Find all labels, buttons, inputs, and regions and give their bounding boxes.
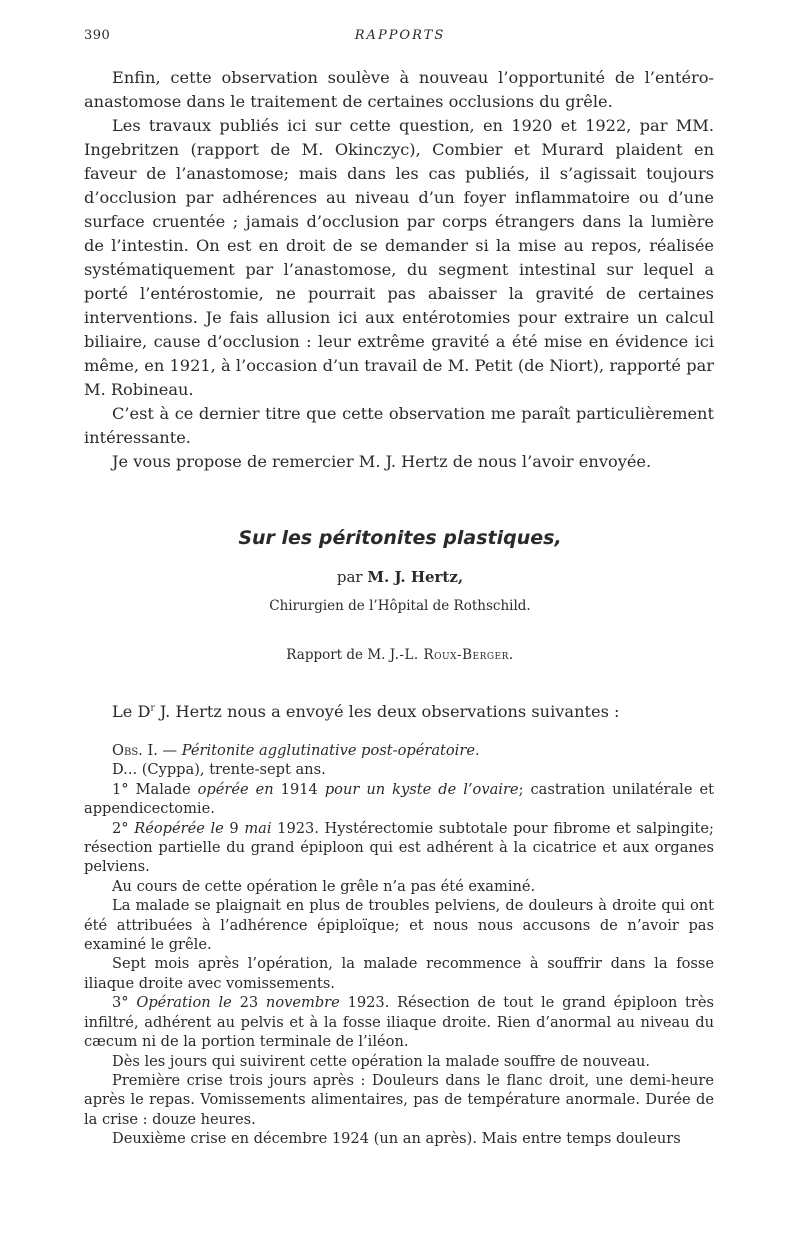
item-text-italic: pour un kyste de l’ovaire [324,780,519,798]
report-line [84,647,716,663]
reporter-name: J.-L. Roux-Berger. [389,647,514,663]
item-year: 1914 [273,780,325,798]
observation-label: Obs. I. [112,742,158,759]
observation-paragraph: Au cours de cette opération le grêle n’a pas été examiné. [112,877,536,895]
item-text: 1923. Résection de tout le grand épiploon très infiltré, adhérent au pelvis et à la fosse iliaque droite. Rien d’anormal au niveau du cæcum ni de la portion terminale de l’iléon. [84,994,714,1051]
observation-block [84,741,714,1149]
observation-item-3 [84,993,714,1051]
observation-dash: — [157,742,182,759]
body-paragraph: C’est à ce dernier titre que cette observation me paraît particulièrement intéressante. [84,404,714,447]
observation-paragraph: La malade se plaignait en plus de troubles pelviens, de douleurs à droite qui ont été attribuées à l’adhérence épiploïque; et nous nous accusons de n’avoir pas examiné le grêle. [84,897,714,954]
report-prefix: Rapport de M. [286,647,386,663]
author-line [84,568,716,586]
item-text: 1923. Hystérectomie subtotale pour fibrome et salpingite; résection partielle du grand épiploon qui est adhérent à la cicatrice et aux organes pelviens. [84,819,714,876]
item-day: 23 [231,994,266,1012]
running-title: RAPPORTS [354,28,446,43]
observation-item-1 [84,780,714,819]
observation-heading [84,741,714,760]
body-paragraph: Enfin, cette observation soulève à nouveau l’opportunité de l’entéro-anastomose dans le traitement de certaines occlusions du grêle. [84,68,714,111]
observation-title: Péritonite agglutinative post-opératoire. [181,742,480,759]
item-text-italic: mai [244,819,272,837]
body-paragraph: Les travaux publiés ici sur cette question, en 1920 et 1922, par MM. Ingebritzen (rapport de M. Okinczyc), Combier et Murard plaident en faveur de l’anastomose; mais dans les cas publiés, il s’agissait toujours d’occlusion par adhérences au niveau d’un foyer inflammatoire ou d’une surface cruentée ; jamais d’occlusion par corps étrangers dans la lumière de l’intestin. On est en droit de se demander si la mise au repos, réalisée systématiquement par l’anastomose, du segment intestinal sur lequel a porté l’entérostomie, ne pourrait pas abaisser la gravité de certaines interventions. Je fais allusion ici aux entérotomies pour extraire un calcul biliaire, cause d’occlusion : leur extrême gravité a été mise en évidence ici même, en 1921, à l’occasion d’un travail de M. Petit (de Niort), rapporté par M. Robineau. [84,116,714,399]
author-name: M. J. Hertz, [367,568,464,586]
item-text-italic: opérée en [197,780,274,798]
item-number: 3° [112,994,129,1012]
observation-item-2 [84,819,714,877]
item-text: Malade [128,780,198,798]
author-by: par [336,568,363,586]
page-header [84,22,716,52]
item-text-italic: Opération le [128,994,232,1012]
item-number: 2° [112,819,129,837]
item-text: ; castration unilatérale et appendicectomie. [84,780,714,818]
page-number: 390 [84,28,111,43]
observation-paragraph: Dès les jours qui suivirent cette opération la malade souffre de nouveau. [112,1052,651,1070]
report-conclusion [84,66,714,474]
observation-patient: D... (Cyppa), trente-sept ans. [112,761,326,779]
observation-paragraph: Deuxième crise en décembre 1924 (un an après). Mais entre temps douleurs [112,1130,681,1148]
observation-paragraph: Première crise trois jours après : Douleurs dans le flanc droit, une demi-heure après le repas. Vomissements alimentaires, pas de température anormale. Durée de la crise : douze heures. [84,1071,714,1128]
observation-paragraph: Sept mois après l’opération, la malade recommence à souffrir dans la fosse iliaque droite avec vomissements. [84,955,714,992]
article-title: Sur les péritonites plastiques, [238,527,562,549]
body-paragraph: Je vous propose de remercier M. J. Hertz de nous l’avoir envoyée. [112,452,652,471]
item-text-italic: novembre [265,994,340,1012]
item-day: 9 [223,819,245,837]
item-number: 1° [112,780,129,798]
intro-dr-sup: r [150,703,155,714]
intro-dr: Le D [112,702,151,721]
author-affiliation: Chirurgien de l’Hôpital de Rothschild. [269,598,531,614]
item-text-italic: Réopérée le [128,819,224,837]
intro-text: J. Hertz nous a envoyé les deux observations suivantes : [154,702,620,721]
intro-paragraph [84,700,716,724]
